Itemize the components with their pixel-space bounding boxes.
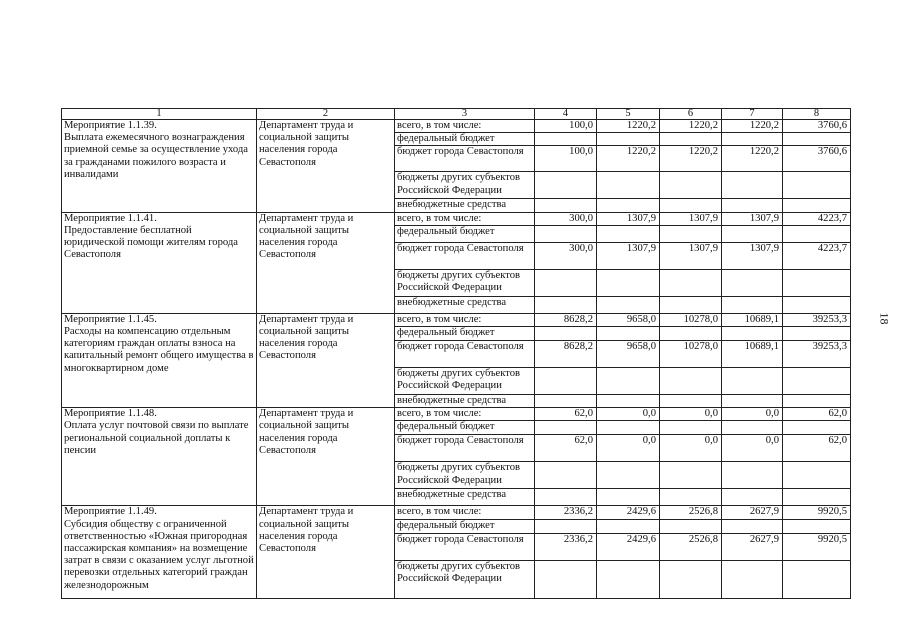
header-row [62,109,851,120]
value-cell: 4223,7 [783,212,851,225]
value-cell: 9920,5 [783,533,851,560]
source-total: всего, в том числе: [395,408,535,421]
executor-cell: Департамент труда и социальной защиты населения города Севастополя [257,120,395,213]
column-header: 8 [783,109,851,120]
value-cell: 1307,9 [722,242,783,269]
measure-title: Мероприятие 1.1.48. [64,408,157,420]
column-header: 6 [660,109,722,120]
source-federal: федеральный бюджет [395,225,535,242]
value-cell: 1220,2 [660,120,722,133]
source-extra: внебюджетные средства [395,395,535,408]
table-row [62,313,851,326]
measure-cell [62,408,257,506]
column-header: 7 [722,109,783,120]
measure-title: Мероприятие 1.1.45. [64,313,157,325]
source-city: бюджет города Севастополя [395,533,535,560]
value-cell: 10689,1 [722,341,783,368]
column-header: 2 [257,109,395,120]
value-cell: 8628,2 [535,313,597,326]
executor-cell: Департамент труда и социальной защиты населения города Севастополя [257,408,395,506]
value-cell: 0,0 [597,435,660,462]
source-total: всего, в том числе: [395,212,535,225]
value-cell: 0,0 [660,435,722,462]
column-header: 5 [597,109,660,120]
value-cell: 4223,7 [783,242,851,269]
source-federal: федеральный бюджет [395,327,535,341]
value-cell: 300,0 [535,212,597,225]
source-city: бюджет города Севастополя [395,242,535,269]
source-other: бюджеты других субъектов Российской Федерации [395,368,535,395]
table-row [62,120,851,133]
source-total: всего, в том числе: [395,120,535,133]
value-cell: 100,0 [535,146,597,172]
value-cell: 9658,0 [597,313,660,326]
value-cell: 100,0 [535,120,597,133]
source-federal: федеральный бюджет [395,421,535,435]
value-cell: 0,0 [660,408,722,421]
column-header: 3 [395,109,535,120]
value-cell: 2627,9 [722,533,783,560]
value-cell: 2336,2 [535,506,597,519]
value-cell: 0,0 [597,408,660,421]
measure-description: Оплата услуг почтовой связи по выплате региональной социальной доплаты к пенсии [64,420,249,456]
table-row [62,212,851,225]
value-cell: 1220,2 [597,120,660,133]
source-federal: федеральный бюджет [395,133,535,146]
measure-description: Субсидия обществу с ограниченной ответственностью «Южная пригородная пассажирская компания» на возмещение затрат в связи с оказанием услуг льготной перевозки отдельных категорий граждан железнодорожным [64,518,254,591]
value-cell: 1307,9 [660,242,722,269]
executor-cell: Департамент труда и социальной защиты населения города Севастополя [257,212,395,313]
page-number: 18 [877,312,892,325]
table-row [62,506,851,519]
value-cell: 39253,3 [783,313,851,326]
source-other: бюджеты других субъектов Российской Федерации [395,172,535,199]
value-cell: 3760,6 [783,146,851,172]
source-extra: внебюджетные средства [395,199,535,212]
measure-cell [62,120,257,213]
value-cell: 62,0 [535,435,597,462]
value-cell: 1307,9 [597,242,660,269]
value-cell: 1307,9 [660,212,722,225]
column-header: 1 [62,109,257,120]
value-cell: 300,0 [535,242,597,269]
source-city: бюджет города Севастополя [395,435,535,462]
value-cell: 39253,3 [783,341,851,368]
source-other: бюджеты других субъектов Российской Федерации [395,462,535,489]
source-total: всего, в том числе: [395,506,535,519]
value-cell: 1307,9 [722,212,783,225]
measure-description: Выплата ежемесячного вознаграждения приемной семье за осуществление ухода за гражданами пожилого возраста и инвалидами [64,132,248,180]
value-cell: 2627,9 [722,506,783,519]
value-cell: 3760,6 [783,120,851,133]
value-cell: 9658,0 [597,341,660,368]
value-cell: 10278,0 [660,313,722,326]
value-cell: 1220,2 [597,146,660,172]
value-cell: 1220,2 [660,146,722,172]
source-city: бюджет города Севастополя [395,146,535,172]
measure-description: Предоставление бесплатной юридической помощи жителям города Севастополя [64,224,238,261]
value-cell: 1307,9 [597,212,660,225]
measure-cell [62,506,257,598]
value-cell: 2429,6 [597,506,660,519]
measure-title: Мероприятие 1.1.41. [64,212,157,224]
measure-title: Мероприятие 1.1.39. [64,120,157,131]
funding-table [61,108,851,599]
measure-title: Мероприятие 1.1.49. [64,506,157,518]
measure-description: Расходы на компенсацию отдельным категориям граждан оплаты взноса на капитальный ремонт общего имущества в многоквартирном доме [64,326,254,374]
value-cell: 62,0 [783,408,851,421]
value-cell: 10689,1 [722,313,783,326]
executor-cell: Департамент труда и социальной защиты населения города Севастополя [257,506,395,598]
value-cell: 2336,2 [535,533,597,560]
table-row [62,408,851,421]
source-extra: внебюджетные средства [395,489,535,506]
value-cell: 0,0 [722,408,783,421]
value-cell: 2526,8 [660,506,722,519]
source-city: бюджет города Севастополя [395,341,535,368]
value-cell: 1220,2 [722,120,783,133]
executor-cell: Департамент труда и социальной защиты населения города Севастополя [257,313,395,407]
value-cell: 1220,2 [722,146,783,172]
value-cell: 9920,5 [783,506,851,519]
source-extra: внебюджетные средства [395,296,535,313]
value-cell: 62,0 [535,408,597,421]
column-header: 4 [535,109,597,120]
source-total: всего, в том числе: [395,313,535,326]
value-cell: 10278,0 [660,341,722,368]
value-cell: 8628,2 [535,341,597,368]
measure-cell [62,313,257,407]
value-cell: 2429,6 [597,533,660,560]
source-other: бюджеты других субъектов Российской Федерации [395,269,535,296]
value-cell: 0,0 [722,435,783,462]
measure-cell [62,212,257,313]
source-federal: федеральный бюджет [395,519,535,533]
value-cell: 2526,8 [660,533,722,560]
value-cell: 62,0 [783,435,851,462]
source-other: бюджеты других субъектов Российской Федерации [395,560,535,598]
